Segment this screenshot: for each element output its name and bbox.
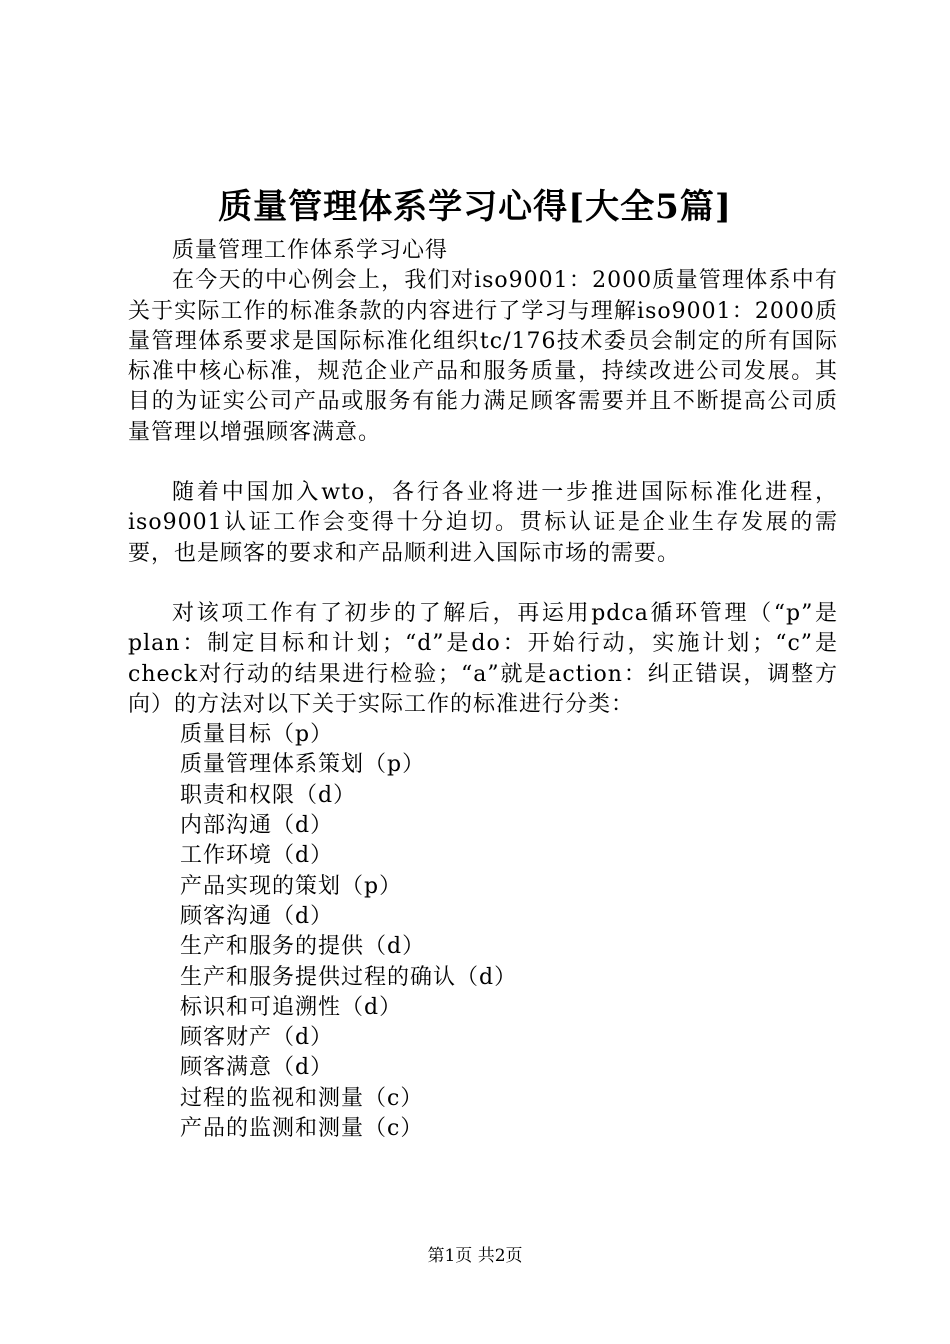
- list-item: 顾客财产（d）: [180, 1025, 334, 1051]
- list-item: 过程的监视和测量（c）: [180, 1085, 424, 1111]
- page-number-footer: 第1页 共2页: [427, 1246, 523, 1266]
- document-title: 质量管理体系学习心得[大全5篇]: [218, 187, 732, 227]
- list-item: 质量管理体系策划（p）: [180, 752, 426, 778]
- paragraph-wto: 随着中国加入wto，各行各业将进一步推进国际标准化进程，iso9001认证工作会变得十分迫切。贯标认证是企业生存发展的需要，也是顾客的要求和产品顺利进入国际市场的需要。: [128, 480, 838, 566]
- paragraph-pdca: 对该项工作有了初步的了解后，再运用pdca循环管理（“p”是plan：制定目标和计划；“d”是do：开始行动，实施计划；“c”是check对行动的结果进行检验；“a”就是action：纠正错误，调整方向）的方法对以下关于实际工作的标准进行分类：: [128, 600, 838, 717]
- list-item: 标识和可追溯性（d）: [180, 994, 403, 1020]
- section-subtitle: 质量管理工作体系学习心得: [172, 238, 449, 263]
- list-item: 顾客沟通（d）: [180, 903, 334, 929]
- list-item: 顾客满意（d）: [180, 1055, 334, 1081]
- list-item: 内部沟通（d）: [180, 813, 334, 839]
- list-item: 生产和服务的提供（d）: [180, 934, 426, 960]
- paragraph-intro: 在今天的中心例会上，我们对iso9001：2000质量管理体系中有关于实际工作的标准条款的内容进行了学习与理解iso9001：2000质量管理体系要求是国际标准化组织tc/176技术委员会制定的所有国际标准中核心标准，规范企业产品和服务质量，持续改进公司发展。其目的为证实公司产品或服务有能力满足顾客需要并且不断提高公司质量管理以增强顾客满意。: [128, 268, 838, 445]
- list-item: 工作环境（d）: [180, 843, 334, 869]
- standards-list: [128, 720, 838, 1144]
- document-body: [128, 236, 838, 1144]
- list-item: 质量目标（p）: [180, 722, 334, 748]
- list-item: 生产和服务提供过程的确认（d）: [180, 964, 518, 990]
- list-item: 职责和权限（d）: [180, 782, 357, 808]
- list-item: 产品的监测和测量（c）: [180, 1116, 424, 1142]
- list-item: 产品实现的策划（p）: [180, 873, 403, 899]
